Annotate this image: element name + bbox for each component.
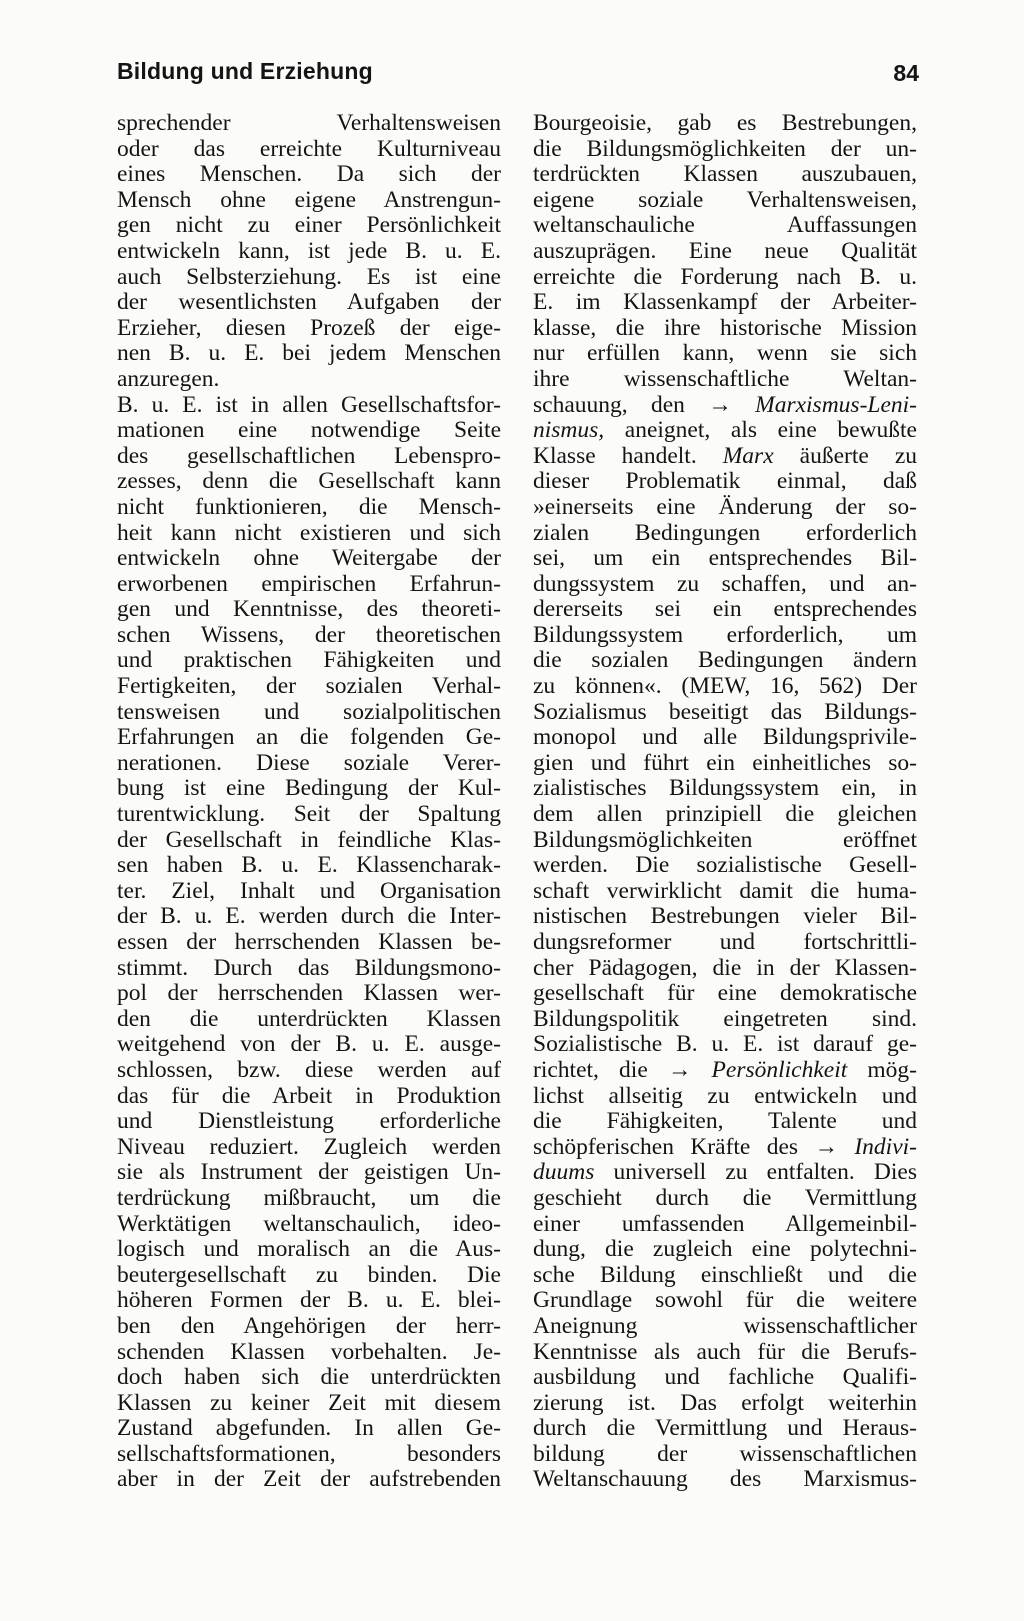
text-line: nerationen. Diese soziale Verer- bbox=[117, 750, 501, 776]
text-line bbox=[533, 1135, 917, 1161]
text-span: schöpferischen Kräfte des → bbox=[533, 1134, 855, 1160]
text-line: turentwicklung. Seit der Spaltung bbox=[117, 802, 501, 828]
text-line: sellschaftsformationen, besonders bbox=[117, 1441, 501, 1467]
text-line: weitgehend von der B. u. E. ausge- bbox=[117, 1032, 501, 1058]
text-line: die Fähigkeiten, Talente und bbox=[533, 1109, 917, 1135]
text-line: sen haben B. u. E. Klassencharak- bbox=[117, 853, 501, 879]
text-span: universell zu entfalten. Dies bbox=[594, 1160, 917, 1186]
text-line: erreichte die Forderung nach B. u. bbox=[533, 264, 917, 290]
text-line: zialistisches Bildungssystem ein, in bbox=[533, 776, 917, 802]
text-line: den die unterdrückten Klassen bbox=[117, 1006, 501, 1032]
text-span: aneignet, als eine bewußte bbox=[604, 418, 917, 444]
text-line: schaft verwirklicht damit die huma- bbox=[533, 878, 917, 904]
text-line: dung, die zugleich eine polytechni- bbox=[533, 1237, 917, 1263]
text-line: Bildungsmöglichkeiten eröffnet bbox=[533, 827, 917, 853]
text-line: das für die Arbeit in Produktion bbox=[117, 1083, 501, 1109]
text-line: gesellschaft für eine demokratische bbox=[533, 981, 917, 1007]
text-line: des gesellschaftlichen Lebenspro- bbox=[117, 443, 501, 469]
right-text-column bbox=[533, 111, 917, 1493]
text-line: eines Menschen. Da sich der bbox=[117, 162, 501, 188]
text-line: werden. Die sozialistische Gesell- bbox=[533, 853, 917, 879]
text-line: auszuprägen. Eine neue Qualität bbox=[533, 238, 917, 264]
text-line: anzuregen. bbox=[117, 366, 220, 392]
italic-term: duums bbox=[533, 1160, 595, 1186]
text-line: dererseits sei ein entsprechendes bbox=[533, 597, 917, 623]
text-line bbox=[533, 444, 917, 470]
text-line: sche Bildung einschließt und die bbox=[533, 1262, 917, 1288]
text-span: Klasse handelt. bbox=[533, 443, 723, 469]
text-line: nistischen Bestrebungen vieler Bil- bbox=[533, 904, 917, 930]
text-span: äußerte zu bbox=[773, 443, 917, 469]
text-line: Sozialismus beseitigt das Bildungs- bbox=[533, 699, 917, 725]
text-line: stimmt. Durch das Bildungsmono- bbox=[117, 955, 501, 981]
text-line: »einerseits eine Änderung der so- bbox=[533, 494, 917, 520]
text-line: eigene soziale Verhaltensweisen, bbox=[533, 187, 917, 213]
text-line: schlossen, bzw. diese werden auf bbox=[117, 1057, 501, 1083]
text-line: ter. Ziel, Inhalt und Organisation bbox=[117, 878, 501, 904]
text-line: die Bildungsmöglichkeiten der un- bbox=[533, 136, 917, 162]
text-line: zierung ist. Das erfolgt weiterhin bbox=[533, 1390, 917, 1416]
text-line: gen und Kenntnisse, des theoreti- bbox=[117, 597, 501, 623]
text-line: beutergesellschaft zu binden. Die bbox=[117, 1262, 501, 1288]
text-line: dungssystem zu schaffen, und an- bbox=[533, 571, 917, 597]
text-line: bung ist eine Bedingung der Kul- bbox=[117, 776, 501, 802]
text-line: E. im Klassenkampf der Arbeiter- bbox=[533, 290, 917, 316]
text-line bbox=[533, 393, 917, 419]
text-line bbox=[533, 1058, 917, 1084]
text-line: die sozialen Bedingungen ändern bbox=[533, 648, 917, 674]
text-line bbox=[533, 1160, 917, 1186]
text-line: klasse, die ihre historische Mission bbox=[533, 315, 917, 341]
text-line: tensweisen und sozialpolitischen bbox=[117, 699, 501, 725]
text-line: gien und führt ein einheitliches so- bbox=[533, 750, 917, 776]
text-line: Aneignung wissenschaftlicher bbox=[533, 1313, 917, 1339]
text-line: der wesentlichsten Aufgaben der bbox=[117, 290, 501, 316]
text-line: monopol und alle Bildungsprivile- bbox=[533, 725, 917, 751]
italic-term: Indivi- bbox=[854, 1134, 917, 1160]
text-line: zialen Bedingungen erforderlich bbox=[533, 520, 917, 546]
text-line: höheren Formen der B. u. E. blei- bbox=[117, 1288, 501, 1314]
text-line: Erzieher, diesen Prozeß der eige- bbox=[117, 315, 501, 341]
text-line: ausbildung und fachliche Qualifi- bbox=[533, 1365, 917, 1391]
text-line: gen nicht zu einer Persönlichkeit bbox=[117, 213, 501, 239]
left-text-column bbox=[117, 111, 501, 1493]
text-line: auch Selbsterziehung. Es ist eine bbox=[117, 264, 501, 290]
text-line: zesses, denn die Gesellschaft kann bbox=[117, 469, 501, 495]
text-line: oder das erreichte Kulturniveau bbox=[117, 136, 501, 162]
page-number: 84 bbox=[893, 60, 919, 86]
text-line: und praktischen Fähigkeiten und bbox=[117, 648, 501, 674]
italic-term: nismus, bbox=[533, 418, 605, 444]
text-line: zu können«. (MEW, 16, 562) Der bbox=[533, 674, 917, 700]
text-line: entwickeln kann, ist jede B. u. E. bbox=[117, 238, 501, 264]
text-line: dungsreformer und fortschrittli- bbox=[533, 930, 917, 955]
text-line: Zustand abgefunden. In allen Ge- bbox=[117, 1416, 501, 1442]
text-line: weltanschauliche Auffassungen bbox=[533, 213, 917, 239]
text-span: schauung, den → bbox=[533, 392, 756, 418]
text-line: Werktätigen weltanschaulich, ideo- bbox=[117, 1211, 501, 1237]
text-line: B. u. E. ist in allen Gesellschaftsfor- bbox=[117, 392, 501, 418]
text-line: schen Wissens, der theoretischen bbox=[117, 622, 501, 648]
text-line: ben den Angehörigen der herr- bbox=[117, 1313, 501, 1339]
text-line: Niveau reduziert. Zugleich werden bbox=[117, 1134, 501, 1160]
text-line: geschieht durch die Vermittlung bbox=[533, 1185, 917, 1211]
text-line: aber in der Zeit der aufstrebenden bbox=[117, 1467, 501, 1493]
text-line: heit kann nicht existieren und sich bbox=[117, 520, 501, 546]
text-line: Bourgeoisie, gab es Bestrebungen, bbox=[533, 111, 917, 136]
text-span: richtet, die → bbox=[533, 1057, 712, 1083]
text-line: terdrückten Klassen auszubauen, bbox=[533, 162, 917, 188]
text-line: nur erfüllen kann, wenn sie sich bbox=[533, 341, 917, 367]
text-line: nicht funktionieren, die Mensch- bbox=[117, 494, 501, 520]
text-line: Bildungspolitik eingetreten sind. bbox=[533, 1006, 917, 1032]
text-line: nen B. u. E. bei jedem Menschen bbox=[117, 341, 501, 367]
text-line: Fertigkeiten, der sozialen Verhal- bbox=[117, 674, 501, 700]
text-line: Klassen zu keiner Zeit mit diesem bbox=[117, 1390, 501, 1416]
italic-term: Marx bbox=[722, 443, 774, 469]
text-line: bildung der wissenschaftlichen bbox=[533, 1441, 917, 1467]
text-line: einer umfassenden Allgemeinbil- bbox=[533, 1211, 917, 1237]
italic-term: Marxismus-Leni- bbox=[755, 392, 917, 418]
text-line: mationen eine notwendige Seite bbox=[117, 418, 501, 444]
text-line: Sozialistische B. u. E. ist darauf ge- bbox=[533, 1032, 917, 1058]
text-line: ihre wissenschaftliche Weltan- bbox=[533, 366, 917, 392]
text-line: und Dienstleistung erforderliche bbox=[117, 1109, 501, 1135]
text-line: entwickeln ohne Weitergabe der bbox=[117, 546, 501, 572]
text-line: durch die Vermittlung und Heraus- bbox=[533, 1416, 917, 1442]
text-line: lichst allseitig zu entwickeln und bbox=[533, 1083, 917, 1109]
text-line: sprechender Verhaltensweisen bbox=[117, 111, 501, 136]
italic-term: Persönlichkeit bbox=[711, 1057, 848, 1083]
text-line: Weltanschauung des Marxismus- bbox=[533, 1467, 917, 1493]
text-line: sie als Instrument der geistigen Un- bbox=[117, 1160, 501, 1186]
text-line: doch haben sich die unterdrückten bbox=[117, 1365, 501, 1391]
text-line bbox=[533, 418, 917, 444]
text-line: Bildungssystem erforderlich, um bbox=[533, 622, 917, 648]
text-line: schenden Klassen vorbehalten. Je- bbox=[117, 1339, 501, 1365]
text-line: essen der herrschenden Klassen be- bbox=[117, 930, 501, 955]
text-line: Mensch ohne eigene Anstrengun- bbox=[117, 187, 501, 213]
text-line: dem allen prinzipiell die gleichen bbox=[533, 802, 917, 828]
text-line: erworbenen empirischen Erfahrun- bbox=[117, 571, 501, 597]
running-head: Bildung und Erziehung bbox=[117, 58, 373, 84]
text-line: logisch und moralisch an die Aus- bbox=[117, 1237, 501, 1263]
text-line: cher Pädagogen, die in der Klassen- bbox=[533, 955, 917, 981]
text-line: Erfahrungen an die folgenden Ge- bbox=[117, 725, 501, 751]
text-line: der B. u. E. werden durch die Inter- bbox=[117, 904, 501, 930]
text-line: der Gesellschaft in feindliche Klas- bbox=[117, 827, 501, 853]
text-line: pol der herrschenden Klassen wer- bbox=[117, 981, 501, 1007]
text-line: Grundlage sowohl für die weitere bbox=[533, 1288, 917, 1314]
text-line: dieser Problematik einmal, daß bbox=[533, 469, 917, 495]
text-line: terdrückung mißbraucht, um die bbox=[117, 1185, 501, 1211]
text-span: mög- bbox=[847, 1057, 917, 1083]
text-line: Kenntnisse als auch für die Berufs- bbox=[533, 1339, 917, 1365]
text-line: sei, um ein entsprechendes Bil- bbox=[533, 546, 917, 572]
